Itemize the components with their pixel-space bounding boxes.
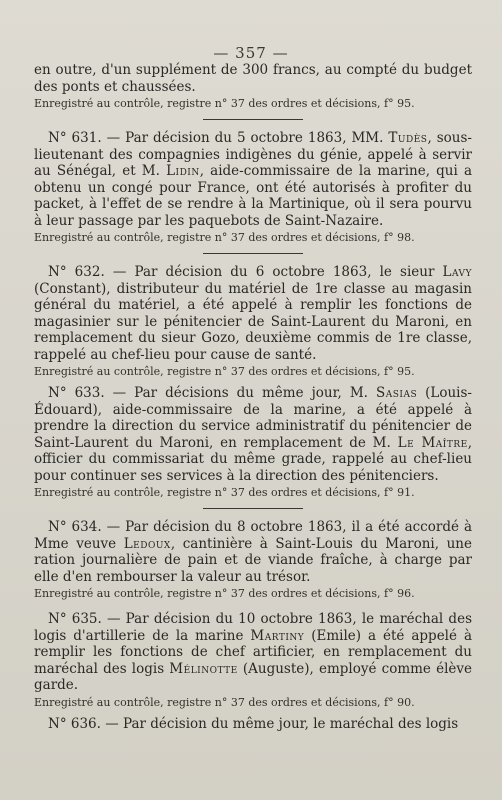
entry-635-registration: Enregistré au contrôle, registre n° 37 des ordres et décisions, f° 90. (34, 695, 415, 709)
separator-rule (203, 253, 303, 254)
person-name: Lidin (166, 163, 200, 179)
person-name: Ledoux (123, 535, 171, 552)
person-name: Le Maître (397, 434, 468, 451)
intro-paragraph: en outre, d'un supplément de 300 francs, au compté du budget des ponts et chaussées. (34, 62, 472, 95)
intro-registration: Enregistré au contrôle, registre n° 37 des ordres et décisions, f° 95. (34, 97, 415, 110)
entry-634-registration: Enregistré au contrôle, registre n° 37 des ordres et décisions, f° 96. (34, 587, 415, 600)
entry-635: N° 635. — Par décision du 10 octobre 1863, le maréchal des logis d'artillerie de la marine Martiny (Emile) a été appelé à remplir les fonctions de chef artificier, en remplacement du maréchal des logis Mélinotte (Auguste), employé comme élève garde. (34, 611, 472, 693)
person-name: Martiny (250, 627, 305, 644)
person-name: Mélinotte (169, 660, 238, 677)
entry-636: N° 636. — Par décision du même jour, le maréchal des logis (48, 715, 459, 732)
entry-634: N° 634. — Par décision du 8 octobre 1863, il a été accordé à Mme veuve Ledoux, cantinière à Saint-Louis du Maroni, une ration journalière de pain et de viande fraîche, à charge par elle d'en rembourser la valeur au trésor. (34, 519, 472, 585)
entry-632-registration: Enregistré au contrôle, registre n° 37 des ordres et décisions, f° 95. (34, 365, 415, 378)
entry-633-registration: Enregistré au contrôle, registre n° 37 des ordres et décisions, f° 91. (34, 486, 415, 499)
entry-632: N° 632. — Par décision du 6 octobre 1863, le sieur Lavy (Constant), distributeur du matériel de 1re classe au magasin général du matériel, a été appelé à remplir les fonctions de magasinier sur le pénitencier de Saint-Laurent du Maroni, en remplacement du sieur Gozo, deuxième commis de 1re classe, rappelé au chef-lieu pour cause de santé. (34, 264, 472, 363)
person-name: Tudès (388, 130, 428, 146)
separator-rule (203, 508, 303, 509)
page-number: — 357 — (213, 44, 289, 62)
entry-633: N° 633. — Par décisions du même jour, M. Sasias (Louis-Édouard), aide-commissaire de la marine, a été appelé à prendre la direction du service administratif du pénitencier de Saint-Laurent du Maroni, en remplacement de M. Le Maître, officier du commissariat du même grade, rappelé au chef-lieu pour continuer ses services à la direction des pénitenciers. (34, 385, 472, 484)
person-name: Lavy (442, 264, 472, 280)
separator-rule (203, 119, 303, 120)
person-name: Sasias (375, 385, 418, 401)
page-content (34, 62, 472, 732)
entry-631: N° 631. — Par décision du 5 octobre 1863, MM. Tudès, sous-lieutenant des compagnies indigènes du génie, appelé à servir au Sénégal, et M. Lidin, aide-commissaire de la marine, qui a obtenu un congé pour France, ont été autorisés à profiter du packet, à l'effet de se rendre à la Martinique, où il sera pourvu à leur passage par les paquebots de Saint-Nazaire. (34, 130, 472, 229)
entry-631-registration: Enregistré au contrôle, registre n° 37 des ordres et décisions, f° 98. (34, 231, 415, 244)
